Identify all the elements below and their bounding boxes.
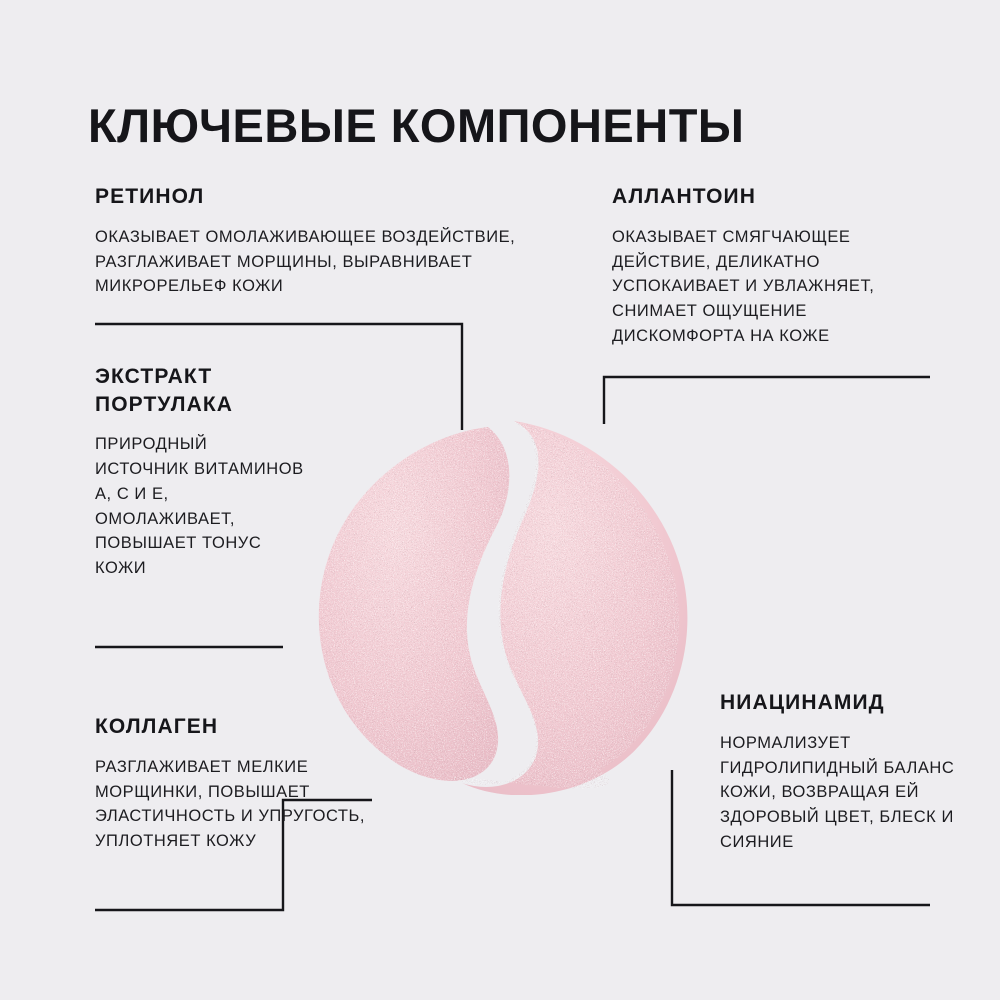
component-body-portulaca: ПРИРОДНЫЙ ИСТОЧНИК ВИТАМИНОВ А, С И Е, ОМОЛАЖИВАЕТ, ПОВЫШАЕТ ТОНУС КОЖИ xyxy=(95,435,304,578)
component-body-collagen: РАЗГЛАЖИВАЕТ МЕЛКИЕ МОРЩИНКИ, ПОВЫШАЕТ ЭЛАСТИЧНОСТЬ И УПРУГОСТЬ, УПЛОТНЯЕТ КОЖУ xyxy=(95,757,366,851)
component-heading-allantoin: АЛЛАНТОИН xyxy=(612,185,757,208)
component-heading-collagen: КОЛЛАГЕН xyxy=(95,715,219,738)
component-block-allantoin xyxy=(612,184,942,349)
component-body-allantoin: ОКАЗЫВАЕТ СМЯГЧАЮЩЕЕ ДЕЙСТВИЕ, ДЕЛИКАТНО УСПОКАИВАЕТ И УВЛАЖНЯЕТ, СНИМАЕТ ОЩУЩЕНИЕ ДИСКОМФОРТА НА КОЖЕ xyxy=(612,227,875,345)
component-body-retinol: ОКАЗЫВАЕТ ОМОЛАЖИВАЮЩЕЕ ВОЗДЕЙСТВИЕ, РАЗГЛАЖИВАЕТ МОРЩИНЫ, ВЫРАВНИВАЕТ МИКРОРЕЛЬЕФ КОЖИ xyxy=(95,227,516,296)
component-body-niacinamide: НОРМАЛИЗУЕТ ГИДРОЛИПИДНЫЙ БАЛАНС КОЖИ, ВОЗВРАЩАЯ ЕЙ ЗДОРОВЫЙ ЦВЕТ, БЛЕСК И СИЯНИЕ xyxy=(720,733,955,851)
component-heading-portulaca: ЭКСТРАКТ ПОРТУЛАКА xyxy=(95,365,234,416)
component-heading-niacinamide: НИАЦИНАМИД xyxy=(720,691,885,714)
component-block-collagen xyxy=(95,714,375,854)
page-title: КЛЮЧЕВЫЕ КОМПОНЕНТЫ xyxy=(88,99,745,152)
component-block-portulaca xyxy=(95,363,305,581)
component-block-retinol xyxy=(95,184,575,299)
component-block-niacinamide xyxy=(720,690,990,855)
component-heading-retinol: РЕТИНОЛ xyxy=(95,185,205,208)
